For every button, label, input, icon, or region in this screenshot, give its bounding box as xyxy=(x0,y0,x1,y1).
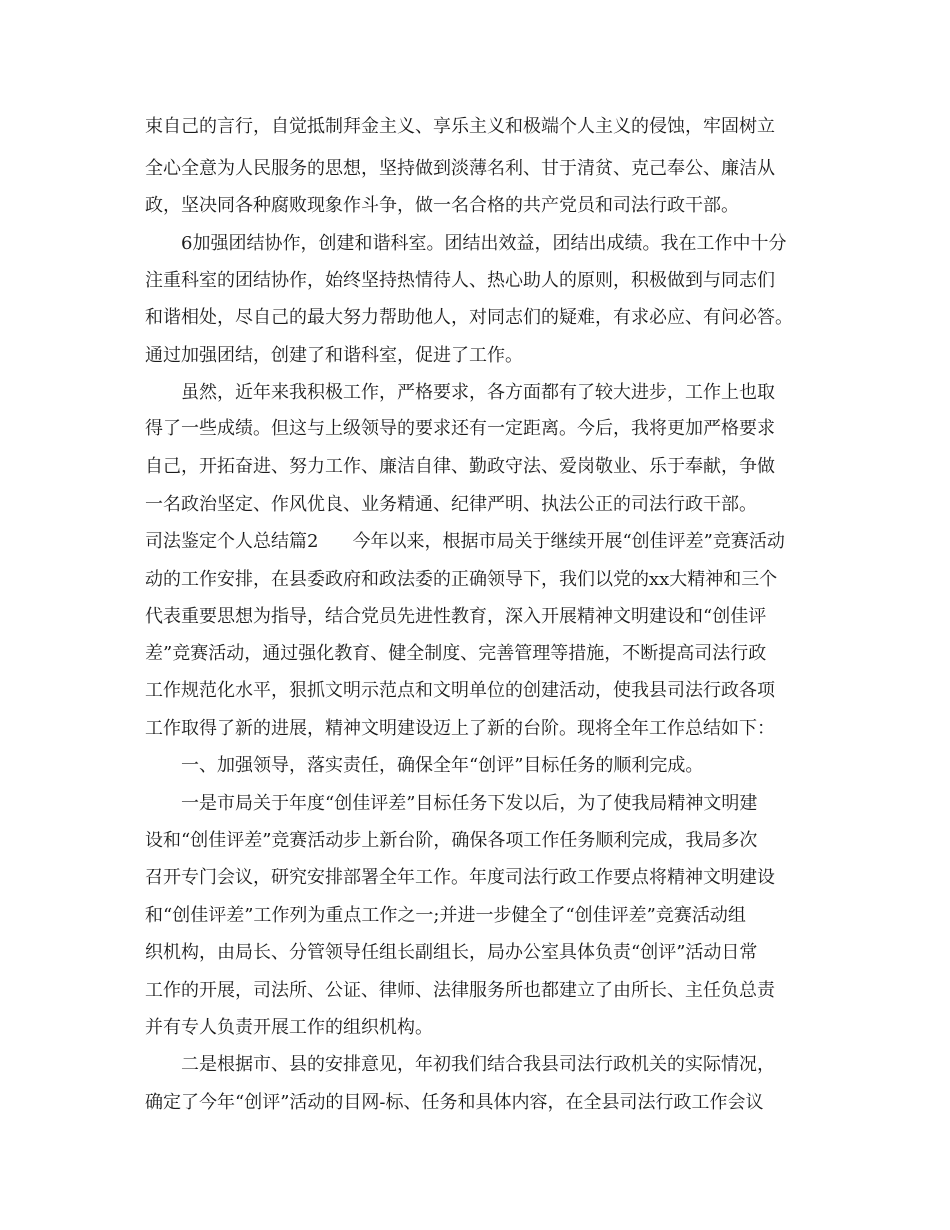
text-line: 和谐相处，尽自己的最大努力帮助他人，对同志们的疑难，有求必应、有问必答。 xyxy=(145,307,793,328)
text-line: 设和“创佳评差”竞赛活动步上新台阶，确保各项工作任务顺利完成，我局多次 xyxy=(145,830,758,851)
text-line: 召开专门会议，研究安排部署全年工作。年度司法行政工作要点将精神文明建设 xyxy=(145,867,775,888)
text-line: 差”竞赛活动，通过强化教育、健全制度、完善管理等措施，不断提高司法行政 xyxy=(145,643,767,664)
text-line: 全心全意为人民服务的思想，坚持做到淡薄名利、甘于清贫、克己奉公、廉洁从 xyxy=(145,158,775,179)
text-line: 一、加强领导，落实责任，确保全年“创评”目标任务的顺利完成。 xyxy=(181,755,704,776)
text-line: 通过加强团结，创建了和谐科室，促进了工作。 xyxy=(145,345,523,366)
text-line: 注重科室的团结协作，始终坚持热情待人、热心助人的原则，积极做到与同志们 xyxy=(145,270,775,291)
text-line: 工作取得了新的进展，精神文明建设迈上了新的台阶。现将全年工作总结如下： xyxy=(145,718,775,739)
text-line: 织机构，由局长、分管领导任组长副组长，局办公室具体负责“创评”活动日常 xyxy=(145,942,758,963)
text-line: 工作规范化水平，狠抓文明示范点和文明单位的创建活动，使我县司法行政各项 xyxy=(145,680,775,701)
text-line: 并有专人负责开展工作的组织机构。 xyxy=(145,1017,433,1038)
section-title-line xyxy=(145,531,810,553)
text-line: 代表重要思想为指导，结合党员先进性教育，深入开展精神文明建设和“创佳评 xyxy=(145,606,767,627)
text-line: 二是根据市、县的安排意见，年初我们结合我县司法行政机关的实际情况， xyxy=(181,1054,775,1075)
text-line: 自己，开拓奋进、努力工作、廉洁自律、勤政守法、爱岗敬业、乐于奉献，争做 xyxy=(145,456,775,477)
text-line: 工作的开展，司法所、公证、律师、法律服务所也都建立了由所长、主任负总责 xyxy=(145,980,775,1001)
text-line: 一名政治坚定、作风优良、业务精通、纪律严明、执法公正的司法行政干部。 xyxy=(145,494,757,515)
section-title: 司法鉴定个人总结篇2 xyxy=(145,531,319,552)
text-line: 今年以来，根据市局关于继续开展“创佳评差”竞赛活动 xyxy=(352,531,785,552)
text-line: 和“创佳评差”工作列为重点工作之一;并进一步健全了“创佳评差”竞赛活动组 xyxy=(145,905,746,926)
text-line: 得了一些成绩。但这与上级领导的要求还有一定距离。今后，我将更加严格要求 xyxy=(145,418,775,439)
text-line: 虽然，近年来我积极工作，严格要求，各方面都有了较大进步，工作上也取 xyxy=(181,382,775,403)
text-line: 政，坚决同各种腐败现象作斗争，做一名合格的共产党员和司法行政干部。 xyxy=(145,195,739,216)
text-line: 动的工作安排，在县委政府和政法委的正确领导下，我们以党的xx大精神和三个 xyxy=(145,569,778,590)
text-line: 确定了今年“创评”活动的目网-标、任务和具体内容，在全县司法行政工作会议 xyxy=(145,1092,764,1113)
text-line: 6加强团结协作，创建和谐科室。团结出效益，团结出成绩。我在工作中十分 xyxy=(181,233,787,254)
text-line: 束自己的言行，自觉抵制拜金主义、享乐主义和极端个人主义的侵蚀，牢固树立 xyxy=(145,116,775,137)
text-line: 一是市局关于年度“创佳评差”目标任务下发以后，为了使我局精神文明建 xyxy=(181,793,758,814)
